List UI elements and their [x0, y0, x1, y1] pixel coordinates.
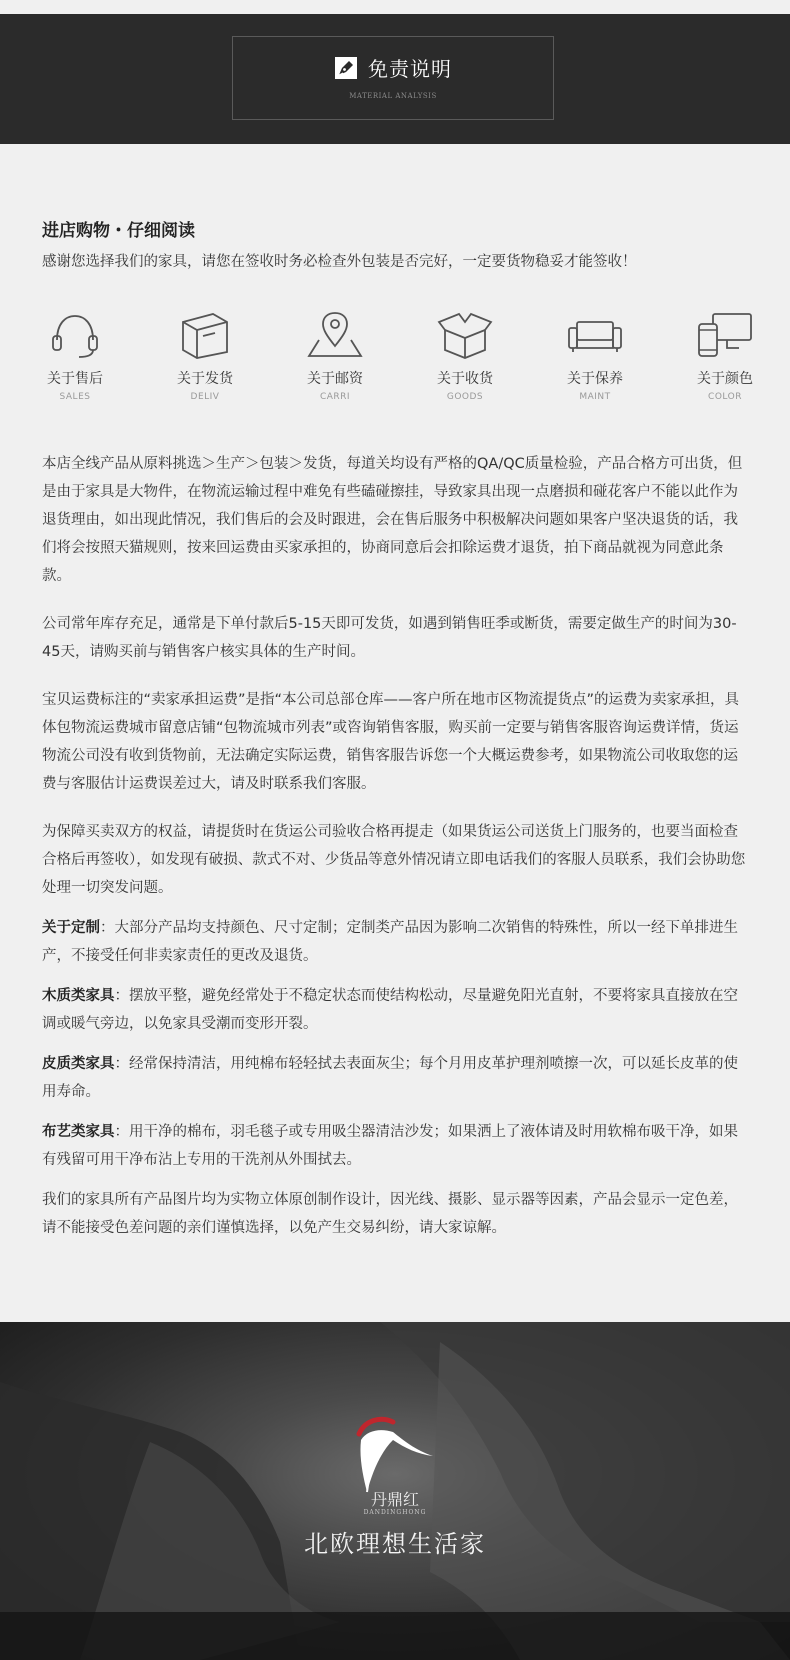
- topic-label: 关于邮资: [307, 371, 363, 387]
- policy-stock: 公司常年库存充足，通常是下单付款后5-15天即可发货，如遇到销售旺季或断货，需要定做生产的时间为30-45天，请购买前与销售客户核实具体的生产时间。: [42, 616, 737, 660]
- topic-sub: DELIV: [190, 392, 220, 402]
- fabric-label: 布艺类家具: [42, 1124, 115, 1140]
- policy-inspection: 为保障买卖双方的权益，请提货时在货运公司验收合格再提走（如果货运公司送货上门服务的，也要当面检查合格后再签收），如发现有破损、款式不对、少货品等意外情况请立即电话我们的客服人员联系，我们会协助您处理一切突发问题。: [42, 824, 746, 896]
- section-header: [0, 14, 790, 144]
- topic-label: 关于售后: [47, 371, 103, 387]
- topic-color: [680, 310, 770, 402]
- top-strip: [0, 0, 790, 14]
- care-leather: [42, 1050, 752, 1106]
- open-box-icon: [435, 310, 495, 360]
- topic-delivery: [160, 310, 250, 402]
- custom-label: 关于定制: [42, 920, 100, 936]
- topic-sub: COLOR: [708, 392, 742, 402]
- policy-color-difference: 我们的家具所有产品图片均为实物立体原创制作设计，因光线、摄影、显示器等因素，产品会显示一定色差，请不能接受色差问题的亲们谨慎选择，以免产生交易纠纷，请大家谅解。: [42, 1192, 738, 1236]
- pen-icon: [334, 56, 358, 80]
- page-title: 免责说明: [368, 57, 452, 81]
- topic-label: 关于颜色: [697, 371, 753, 387]
- headset-icon: [45, 310, 105, 360]
- topic-maintenance: [550, 310, 640, 402]
- care-wood: [42, 982, 752, 1038]
- sofa-icon: [565, 310, 625, 360]
- topic-label: 关于收货: [437, 371, 493, 387]
- intro-text: 感谢您选择我们的家具，请您在签收时务必检查外包装是否完好，一定要货物稳妥才能签收！: [42, 254, 637, 270]
- location-pin-icon: [305, 310, 365, 360]
- topic-sub: MAINT: [579, 392, 611, 402]
- leather-text: ：经常保持清洁，用纯棉布轻轻拭去表面灰尘；每个月用皮革护理剂喷擦一次，可以延长皮革的使用寿命。: [42, 1056, 738, 1100]
- policy-quality: 本店全线产品从原料挑选＞生产＞包装＞发货，每道关均设有严格的QA/QC质量检验，产品合格方可出货，但是由于家具是大物件，在物流运输过程中难免有些磕碰擦挂，导致家具出现一点磨损和碰花客户不能以此作为退货理由，如出现此情况，我们售后的会及时跟进，会在售后服务中积极解决问题如果客户坚决退货的话，我们将会按照天猫规则，按来回运费由买家承担的，协商同意后会扣除运费才退货，拍下商品就视为同意此条款。: [42, 456, 743, 584]
- devices-icon: [695, 310, 755, 360]
- intro-title: 进店购物・仔细阅读: [42, 221, 195, 241]
- topic-label: 关于发货: [177, 371, 233, 387]
- care-fabric: [42, 1118, 752, 1174]
- page-subtitle: MATERIAL ANALYSIS: [349, 92, 437, 100]
- topic-sub: GOODS: [446, 392, 484, 402]
- topic-goods: [420, 310, 510, 402]
- policy-shipping-fee: 宝贝运费标注的“卖家承担运费”是指“本公司总部仓库——客户所在地市区物流提货点”的运费为卖家承担，具体包物流运费城市留意店铺“包物流城市列表”或咨询销售客服，购买前一定要与销售客服咨询运费详情，货运物流公司没有收到货物前，无法确定实际运费，销售客服告诉您一个大概运费参考，如果物流公司收取您的运费与客服估计运费误差过大，请及时联系我们客服。: [42, 692, 740, 792]
- brand-slogan: 北欧理想生活家: [304, 1530, 486, 1558]
- topic-carriage: [290, 310, 380, 402]
- wood-label: 木质类家具: [42, 988, 115, 1004]
- fabric-text: ：用干净的棉布，羽毛毯子或专用吸尘器清洁沙发；如果洒上了液体请及时用软棉布吸干净，如果有残留可用干净布沾上专用的干洗剂从外围拭去。: [42, 1124, 738, 1168]
- box-icon: [175, 310, 235, 360]
- topic-sub: CARRI: [319, 392, 351, 402]
- policy-text: [42, 450, 752, 1262]
- header-frame: [232, 36, 554, 120]
- custom-text: ：大部分产品均支持颜色、尺寸定制；定制类产品因为影响二次销售的特殊性，所以一经下单排进生产，不接受任何非卖家责任的更改及退货。: [42, 920, 738, 964]
- topic-icon-row: [30, 310, 770, 420]
- policy-custom: [42, 914, 752, 970]
- leather-label: 皮质类家具: [42, 1056, 115, 1072]
- wood-text: ：摆放平整，避免经常处于不稳定状态而使结构松动，尽量避免阳光直射，不要将家具直接放在空调或暖气旁边，以免家具受潮而变形开裂。: [42, 988, 738, 1032]
- brand-name-en: DANDINGHONG: [363, 1509, 427, 1516]
- brand-name: 丹鼎红: [370, 1490, 419, 1509]
- topic-label: 关于保养: [567, 371, 623, 387]
- topic-sales: [30, 310, 120, 402]
- brand-footer: [0, 1322, 790, 1660]
- topic-sub: SALES: [59, 392, 91, 402]
